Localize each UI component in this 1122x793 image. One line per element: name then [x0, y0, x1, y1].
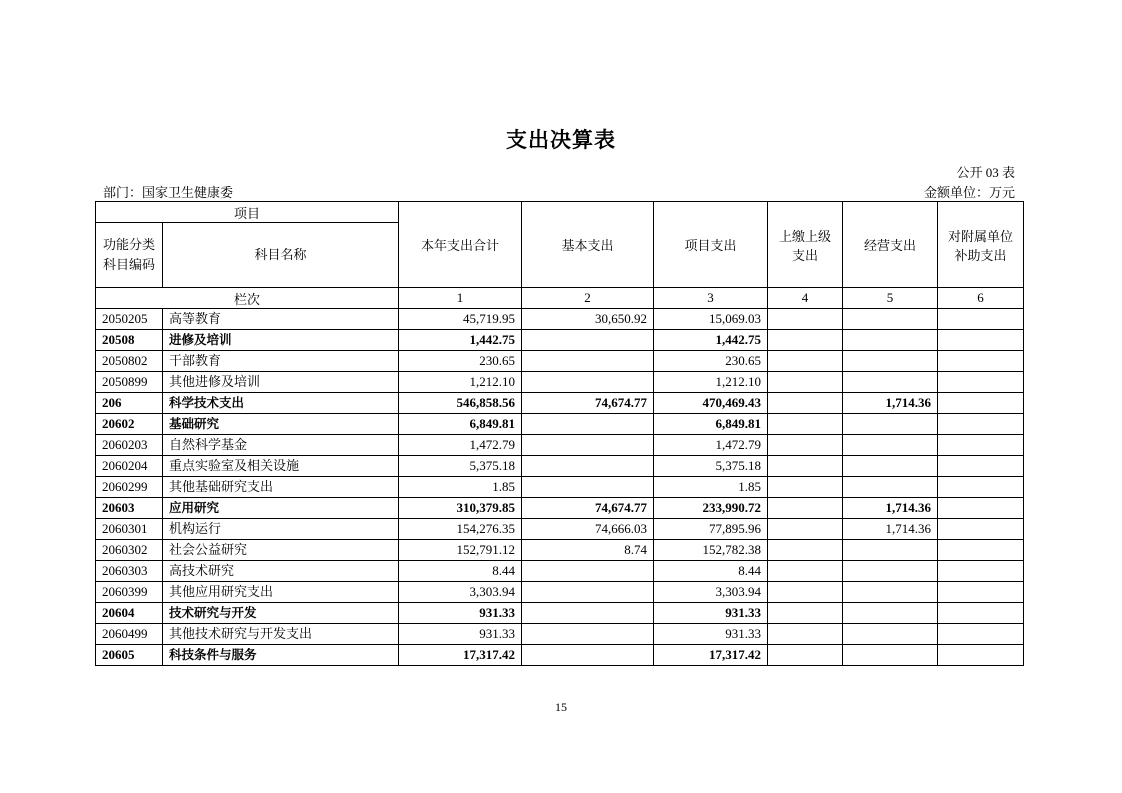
table-row	[96, 519, 1024, 540]
row-subject-name: 重点实验室及相关设施	[163, 456, 399, 477]
row-subsidy	[938, 372, 1024, 393]
header-subject-name: 科目名称	[163, 223, 399, 288]
row-upper	[768, 561, 843, 582]
row-project: 5,375.18	[654, 456, 768, 477]
col-number: 5	[843, 288, 938, 309]
header-total: 本年支出合计	[399, 202, 522, 288]
row-total: 931.33	[399, 624, 522, 645]
row-basic	[522, 372, 654, 393]
row-basic	[522, 582, 654, 603]
row-business: 1,714.36	[843, 519, 938, 540]
row-subject-name: 机构运行	[163, 519, 399, 540]
row-upper	[768, 603, 843, 624]
row-project: 152,782.38	[654, 540, 768, 561]
row-subject-name: 科学技术支出	[163, 393, 399, 414]
row-total: 1,472.79	[399, 435, 522, 456]
row-project: 77,895.96	[654, 519, 768, 540]
table-row	[96, 624, 1024, 645]
row-subject-name: 技术研究与开发	[163, 603, 399, 624]
table-row	[96, 330, 1024, 351]
row-business	[843, 456, 938, 477]
row-business: 1,714.36	[843, 393, 938, 414]
header-column-label: 栏次	[96, 288, 399, 309]
row-total: 310,379.85	[399, 498, 522, 519]
row-business	[843, 477, 938, 498]
table-row	[96, 393, 1024, 414]
row-upper	[768, 540, 843, 561]
table-row	[96, 582, 1024, 603]
row-code: 20604	[96, 603, 163, 624]
row-code: 2050802	[96, 351, 163, 372]
row-upper	[768, 330, 843, 351]
row-project: 931.33	[654, 603, 768, 624]
row-code: 20603	[96, 498, 163, 519]
row-basic	[522, 645, 654, 666]
row-business	[843, 624, 938, 645]
row-upper	[768, 582, 843, 603]
row-code: 2060303	[96, 561, 163, 582]
row-project: 1,442.75	[654, 330, 768, 351]
row-subsidy	[938, 624, 1024, 645]
row-upper	[768, 498, 843, 519]
row-project: 233,990.72	[654, 498, 768, 519]
row-subject-name: 高等教育	[163, 309, 399, 330]
row-basic	[522, 435, 654, 456]
row-project: 3,303.94	[654, 582, 768, 603]
row-business	[843, 414, 938, 435]
row-basic	[522, 624, 654, 645]
row-basic: 8.74	[522, 540, 654, 561]
row-total: 1.85	[399, 477, 522, 498]
row-code: 2060204	[96, 456, 163, 477]
row-upper	[768, 519, 843, 540]
row-code: 2050205	[96, 309, 163, 330]
row-subsidy	[938, 603, 1024, 624]
expenditure-table	[95, 201, 1024, 666]
row-basic	[522, 414, 654, 435]
row-upper	[768, 309, 843, 330]
row-total: 152,791.12	[399, 540, 522, 561]
col-number: 6	[938, 288, 1024, 309]
row-total: 3,303.94	[399, 582, 522, 603]
col-number: 1	[399, 288, 522, 309]
row-subsidy	[938, 414, 1024, 435]
header-project: 项目支出	[654, 202, 768, 288]
row-total: 230.65	[399, 351, 522, 372]
row-code: 2050899	[96, 372, 163, 393]
row-subject-name: 高技术研究	[163, 561, 399, 582]
row-project: 230.65	[654, 351, 768, 372]
row-subsidy	[938, 645, 1024, 666]
row-code: 2060399	[96, 582, 163, 603]
row-subject-name: 科技条件与服务	[163, 645, 399, 666]
row-subject-name: 其他进修及培训	[163, 372, 399, 393]
row-upper	[768, 624, 843, 645]
row-project: 931.33	[654, 624, 768, 645]
table-row	[96, 372, 1024, 393]
row-subject-name: 社会公益研究	[163, 540, 399, 561]
row-upper	[768, 645, 843, 666]
row-business	[843, 372, 938, 393]
row-subsidy	[938, 477, 1024, 498]
row-subsidy	[938, 435, 1024, 456]
row-total: 17,317.42	[399, 645, 522, 666]
row-code: 20605	[96, 645, 163, 666]
row-code: 2060301	[96, 519, 163, 540]
row-subsidy	[938, 393, 1024, 414]
row-business	[843, 330, 938, 351]
table-row	[96, 414, 1024, 435]
table-row	[96, 498, 1024, 519]
table-row	[96, 477, 1024, 498]
col-number: 4	[768, 288, 843, 309]
row-basic	[522, 456, 654, 477]
row-subject-name: 自然科学基金	[163, 435, 399, 456]
row-subject-name: 干部教育	[163, 351, 399, 372]
row-business	[843, 582, 938, 603]
row-code: 2060203	[96, 435, 163, 456]
row-total: 931.33	[399, 603, 522, 624]
row-basic: 74,666.03	[522, 519, 654, 540]
row-business	[843, 561, 938, 582]
row-upper	[768, 351, 843, 372]
row-subsidy	[938, 351, 1024, 372]
table-row	[96, 645, 1024, 666]
table-row	[96, 435, 1024, 456]
row-upper	[768, 456, 843, 477]
row-basic: 74,674.77	[522, 393, 654, 414]
row-total: 1,442.75	[399, 330, 522, 351]
row-total: 546,858.56	[399, 393, 522, 414]
page-title: 支出决算表	[506, 128, 616, 152]
header-upper: 上缴上级支出	[768, 202, 843, 288]
header-item: 项目	[96, 202, 399, 223]
row-business	[843, 540, 938, 561]
row-subsidy	[938, 456, 1024, 477]
table-row	[96, 309, 1024, 330]
row-total: 45,719.95	[399, 309, 522, 330]
row-upper	[768, 414, 843, 435]
row-total: 154,276.35	[399, 519, 522, 540]
table-body	[96, 309, 1024, 666]
row-subsidy	[938, 561, 1024, 582]
row-project: 1,472.79	[654, 435, 768, 456]
col-number: 2	[522, 288, 654, 309]
row-project: 8.44	[654, 561, 768, 582]
row-project: 17,317.42	[654, 645, 768, 666]
col-number: 3	[654, 288, 768, 309]
row-basic	[522, 477, 654, 498]
row-upper	[768, 435, 843, 456]
row-code: 20508	[96, 330, 163, 351]
row-code: 20602	[96, 414, 163, 435]
row-subsidy	[938, 498, 1024, 519]
row-subsidy	[938, 519, 1024, 540]
table-row	[96, 603, 1024, 624]
row-project: 1,212.10	[654, 372, 768, 393]
row-code: 2060499	[96, 624, 163, 645]
row-subject-name: 进修及培训	[163, 330, 399, 351]
row-upper	[768, 477, 843, 498]
row-basic: 30,650.92	[522, 309, 654, 330]
row-basic	[522, 351, 654, 372]
row-subject-name: 其他应用研究支出	[163, 582, 399, 603]
row-total: 1,212.10	[399, 372, 522, 393]
row-subsidy	[938, 582, 1024, 603]
page-number: 15	[555, 700, 567, 714]
row-subject-name: 其他技术研究与开发支出	[163, 624, 399, 645]
row-total: 5,375.18	[399, 456, 522, 477]
row-basic: 74,674.77	[522, 498, 654, 519]
header-subsidy: 对附属单位补助支出	[938, 202, 1024, 288]
table-row	[96, 540, 1024, 561]
header-basic: 基本支出	[522, 202, 654, 288]
row-basic	[522, 561, 654, 582]
row-business	[843, 309, 938, 330]
table-row	[96, 351, 1024, 372]
row-business: 1,714.36	[843, 498, 938, 519]
table-row	[96, 561, 1024, 582]
row-business	[843, 645, 938, 666]
table-row	[96, 456, 1024, 477]
row-upper	[768, 393, 843, 414]
row-subsidy	[938, 309, 1024, 330]
row-total: 8.44	[399, 561, 522, 582]
row-subject-name: 其他基础研究支出	[163, 477, 399, 498]
row-code: 2060302	[96, 540, 163, 561]
row-project: 470,469.43	[654, 393, 768, 414]
row-basic	[522, 603, 654, 624]
header-func-code: 功能分类科目编码	[96, 223, 163, 288]
row-upper	[768, 372, 843, 393]
department-label: 部门：国家卫生健康委	[103, 185, 234, 200]
row-basic	[522, 330, 654, 351]
row-code: 2060299	[96, 477, 163, 498]
header-business: 经营支出	[843, 202, 938, 288]
row-subsidy	[938, 330, 1024, 351]
row-subject-name: 应用研究	[163, 498, 399, 519]
row-business	[843, 603, 938, 624]
row-project: 15,069.03	[654, 309, 768, 330]
row-project: 1.85	[654, 477, 768, 498]
row-subject-name: 基础研究	[163, 414, 399, 435]
row-code: 206	[96, 393, 163, 414]
row-project: 6,849.81	[654, 414, 768, 435]
row-total: 6,849.81	[399, 414, 522, 435]
row-subsidy	[938, 540, 1024, 561]
table-number: 公开 03 表	[956, 165, 1015, 180]
row-business	[843, 435, 938, 456]
row-business	[843, 351, 938, 372]
unit-label: 金额单位：万元	[923, 185, 1015, 200]
